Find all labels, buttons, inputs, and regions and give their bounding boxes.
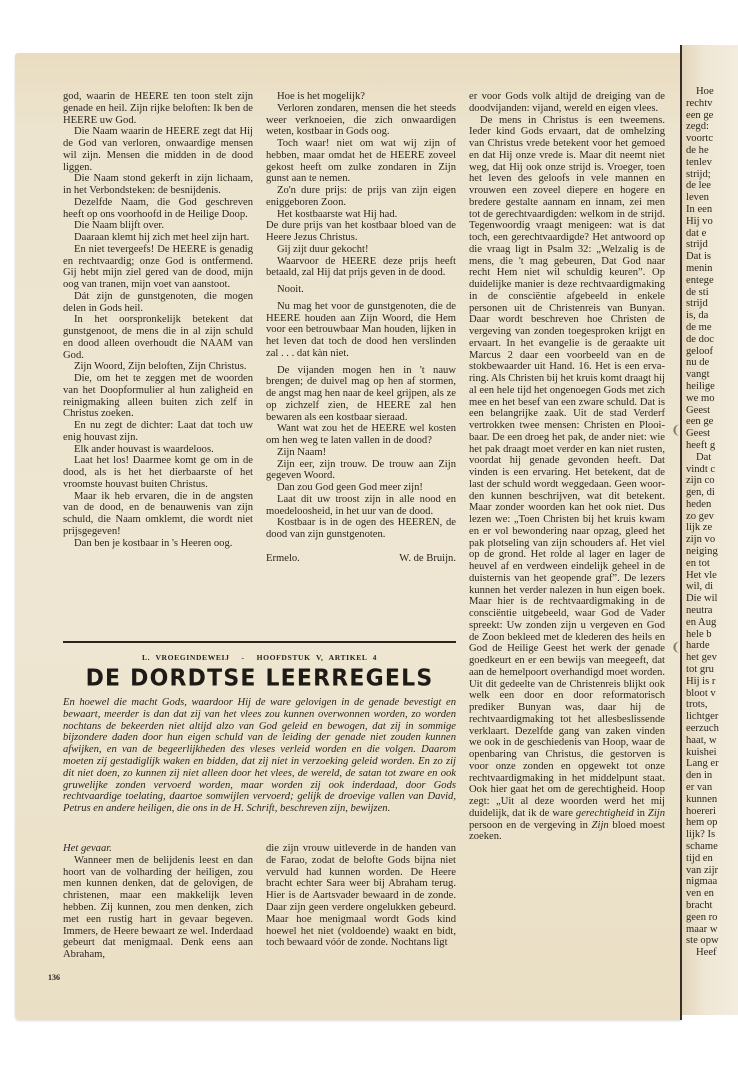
- text-fragment: lijk? Is: [686, 829, 716, 841]
- text-fragment: Heef: [696, 947, 717, 959]
- text: De mens in Christus is een tweemens. Ieder kind Gods ervaart, dat de omhelzing van Christus vrede betekent voor het gemoed en dat Hij onze vrede is. Maar dit neemt niet weg, dat Hij ook onze strijd is. Vroeger, toen het leven des geloofs in vele mannen en vrouwen een zoveel diepere en hogere en bredere gestalte aannam en innam, zei men tot de gerechtvaardigden: welkom in de strijd. Tegenwoordig vraagt menigeen: wat is dat toch, een gerechtvaardigde? Het antwoord op die vraag ligt in Psalm 32: „Welzalig is de mens, die 't mag gebeuren, Dat God naar recht Hem niet wil schuldig keuren”. Op duidelijke manier is deze rechtvaardigmaking in de consciëntie afgebeeld in enkele personen uit de Christenreis van Bunyan. Daar wordt beschreven hoe Christen de vergeving van zonden toegesproken krijgt en ervaart. In het evangelie is de geraakte uit Marcus 2 daar een voorbeeld van en de stokbewaarder uit Hand. 16. Het is een ervaring. Als Christen bij het kruis komt draagt hij al een hele tijd het ongenoegen Gods met zich mee en het besef van een zware schuld. Dat is een belangrijke zaak. Uit de stad Verderf vertrokken twee mensen: Christen en Plooibaar. De een droeg het pak, de ander niet: wie het pak draagt moet verder en kan niet rusten, voordat hij genade gevonden heeft. Dat vinden is een ervaring. Het betekent, dat de last der schuld wordt weggedaan. Geen woorden kunnen beschrijven, wat dit betekent. Maar zonder woorden kan het ook niet. Dus lezen we: „Toen Christen bij het kruis kwam en er vol bewondering naar opzag, gleed het pak plotseling van zijn schouders af. Het viel op de grond. Het rolde al lager en lager de heuvel af en verdween eindelijk geheel in de duisternis van het geopende graf”. De lezers kunnen het verder nalezen in hun eigen boek. Maar hier is de rechtvaardigmaking in de consciëntie uitgebeeld, waar God de Vader spreekt: Uw zonden zijn u vergeven en God de Zoon bekleed met de klederen des heils en God de Heilige Geest het werk der genade goedkeurt en er een bewijs van meegeeft, dat aan de hemelpoort overhandigd moet worden. Uit dit gedeelte van de Christenreis blijkt ook welk een door en door reformatorisch prediker Bunyan was, daar hij de rechtvaardigmaking tot het allesbeslissende verklaart. Dezelfde gang van zaken vinden we ook in de geschiedenis van Hoop, waar de openbaring van Christus, die gestorven is voor onze zonden en opgewekt tot onze rechtvaardigmaking in het middelpunt staat. Ook hier gaat het om de gerechtigheid. Hoop zegt: „Uit al deze woorden werd het mij duidelijk, dat ik de ware: [469, 114, 665, 819]
- text-fragment: hem op: [686, 817, 718, 829]
- text-fragment: Het vle: [686, 569, 717, 581]
- text-fragment: we mo: [686, 392, 715, 404]
- text-fragment: de me: [686, 321, 712, 333]
- byline-separator: -: [241, 653, 245, 662]
- section-divider: [63, 641, 456, 643]
- paragraph: Nu mag het voor de gunstgenoten, die de HEERE houden aan Zijn Woord, die Hem voor een betrouwbaar Man houden, lijken in het leven dat toch de dood hen verslinden zal . . . dat kàn niet.: [266, 300, 456, 359]
- text-fragment: Geest: [686, 428, 711, 440]
- paragraph: De vijanden mogen hen in 't nauw brengen; de duivel mag op hen af stormen, de angst mag hen naar de keel grijpen, als ze op zichzelf zien, de HEERE zal hen bewaren als een kostbaar sieraad.: [266, 364, 456, 423]
- paragraph: Die Naam stond gekerft in zijn lichaam, in het Verbondsteken: de besnijdenis.: [63, 173, 253, 196]
- page-number: 136: [48, 973, 60, 982]
- paragraph: Die Naam waarin de HEERE zegt dat Hij de God van verloren, onwaardige mensen wil zijn. Mensen die midden in de dood liggen.: [63, 126, 253, 173]
- binding-mark-icon: ❨: [671, 640, 682, 654]
- text-fragment: zijn co: [686, 475, 715, 487]
- paragraph: Zo'n dure prijs: de prijs van zijn eigen eniggeboren Zoon.: [266, 185, 456, 208]
- text: bloed moest zoeken.: [469, 819, 665, 843]
- article1-column-2: [266, 91, 456, 565]
- text-fragment: van zijr: [686, 864, 719, 876]
- text-fragment: vindt c: [686, 463, 716, 475]
- text-fragment: heilige: [686, 380, 715, 392]
- paragraph: Hoe is het mogelijk?: [277, 91, 365, 102]
- text-fragment: tenlev: [686, 156, 712, 168]
- binding-mark-icon: ❨: [671, 423, 682, 437]
- paragraph: Dezelfde Naam, die God geschreven heeft op ons voorhoofd in de Heilige Doop.: [63, 196, 253, 220]
- text-fragment: geen ro: [686, 911, 718, 923]
- paragraph: Wanneer men de belijdenis leest en dan hoort van de volharding der heiligen, zou men kunnen denken, dat de gelovigen, de christenen, maar een makkelijk leven hebben. Zij kunnen, zou men denken, zich met een rustig hart in gevaar begeven. Immers, de Heere bewaart ze wel. Inderdaad gebeurt dat menigmaal. Denk eens aan Abraham,: [63, 854, 253, 961]
- text-fragment: nigmaa: [686, 876, 718, 888]
- paragraph: En niet tevergeefs! De HEERE is genadig en rechtvaardig; onze God is ontfermend. Gij hebt mijn ziel gered van de dood, mijn oog van tranen, mijn voet van aanstoot.: [63, 243, 253, 290]
- text-fragment: strijd: [686, 239, 708, 251]
- article-byline: [63, 653, 456, 662]
- text-fragment: de sti: [686, 286, 709, 298]
- paragraph: Laat dit uw troost zijn in alle nood en moedeloosheid, in het uur van de dood.: [266, 493, 456, 517]
- text-fragment: bloot v: [686, 687, 716, 699]
- text-fragment: menin: [686, 262, 713, 274]
- text-fragment: geloof: [686, 345, 714, 357]
- article2-column-3: [469, 91, 665, 843]
- text-fragment: rechtv: [686, 97, 713, 109]
- byline-chapter: HOOFDSTUK V, ARTIKEL 4: [256, 653, 378, 662]
- article-intro-quote: En hoewel die macht Gods, waardoor Hij de ware gelovigen in de genade bevestigt en bewaart, meerder is dan dat zij van het vlees zou kunnen overwonnen worden, zo worden nochtans de bekeerden niet altijd alzo van God geleid en bewogen, dat zij in sommige bijzondere daden door hun eigen schuld van de leiding der genade niet zouden kunnen afwijken, en van de begeerlijkheden des vleses verleid worden en die volgen. Daarom moeten zij gestadiglijk waken en bidden, dat zij niet in verzoeking geleid worden. En zo zij dit niet doen, zo kunnen zij niet alleen door het vlees, de wereld, de satan tot zware en ook gruwelijke zonden vervoerd worden, maar worden zij ook inderdaad, door Gods rechtvaardige toelating, daartoe somwijlen vervoerd; gelijk de droevige vallen van David, Petrus en andere heiligen, die ons in de H. Schrift, beschreven zijn, bewijzen.: [63, 697, 456, 815]
- text-fragment: zijn vo: [686, 534, 716, 546]
- text-fragment: vangt: [686, 369, 710, 381]
- paragraph: Dan zou God geen God meer zijn!: [277, 482, 423, 493]
- article1-column-2-body: [266, 91, 456, 541]
- text-fragment: ste opw: [686, 935, 719, 947]
- signature: [266, 553, 456, 565]
- paragraph: Elk ander houvast is waardeloos.: [74, 443, 214, 455]
- text-fragment: het gev: [686, 652, 717, 664]
- text-fragment: eerzuch: [686, 723, 719, 735]
- text-fragment: voortc: [686, 133, 714, 145]
- text-fragment: hele b: [686, 628, 712, 640]
- text-fragment: Hoe: [696, 86, 714, 97]
- subheading: Het gevaar.: [63, 843, 112, 854]
- text-fragment: zo gev: [686, 510, 714, 522]
- text-fragment: de he: [686, 144, 709, 156]
- text-fragment: heden: [686, 498, 712, 510]
- article2-column-2: [266, 843, 456, 949]
- paragraph: Zijn eer, zijn trouw. De trouw aan Zijn gegeven Woord.: [266, 458, 456, 482]
- paragraph: In het oorspronkelijk betekent dat gunstgenoot, de mens die in al zijn schuld en dood alleen overhoudt die NAAM van God.: [63, 314, 253, 361]
- paragraph: Die, om het te zeggen met de woorden van het Doopformulier al hun zaligheid en reinigmaking alleen buiten zich zelf in Christus zoeken.: [63, 373, 253, 420]
- text-fragment: haat, w: [686, 734, 717, 746]
- text-fragment: nu de: [686, 357, 710, 369]
- text-fragment: entege: [686, 274, 714, 286]
- paragraph: Waarvoor de HEERE deze prijs heeft betaald, zal Hij dat prijs geven in de dood.: [266, 255, 456, 279]
- text: in: [633, 807, 648, 819]
- text-fragment: tot gru: [686, 664, 714, 676]
- paragraph: Dan ben je kostbaar in 's Heeren oog.: [74, 537, 233, 549]
- text-fragment: Dat is: [686, 251, 712, 263]
- text-fragment: de doc: [686, 333, 714, 345]
- article1-column-1: [63, 91, 253, 549]
- article2-column-1: [63, 843, 253, 961]
- text-fragment: leven: [686, 192, 709, 204]
- text-fragment: ven en: [686, 888, 714, 900]
- text-fragment: Geest: [686, 404, 711, 416]
- paragraph: Want wat zou het de HEERE wel kosten om hen weg te laten vallen in de dood?: [266, 423, 456, 446]
- text-fragment: er van: [686, 782, 713, 794]
- paragraph: Gij zijt duur gekocht!: [277, 243, 369, 255]
- text-fragment: maar w: [686, 923, 718, 935]
- text-fragment: kuishei: [686, 746, 717, 758]
- paragraph: er voor Gods volk altijd de dreiging van de doodvijanden: vijand, wereld en eigen vlees.: [469, 91, 665, 114]
- text-fragment: tijd en: [686, 852, 713, 864]
- text-fragment: schame: [686, 841, 718, 852]
- paragraph: Die Naam blijft over.: [74, 220, 165, 232]
- text-fragment: strijd: [686, 298, 708, 310]
- text-fragment: gen, di: [686, 487, 715, 499]
- text-fragment: bracht: [686, 899, 713, 911]
- text-fragment: Lang er: [686, 758, 719, 770]
- text-fragment: harde: [686, 640, 710, 652]
- paragraph: Toch waar! niet om wat wij zijn of hebben, maar omdat het de HEERE zoveel gekost heeft om zulke zondaren in Zijn gunst aan te nemen.: [266, 138, 456, 185]
- text-fragment: een ge: [686, 109, 714, 121]
- text-fragment: lijk ze: [686, 522, 713, 534]
- next-page-text-fragments: [686, 86, 738, 959]
- paragraph: De dure prijs van het kostbaar bloed van de Heere Jezus Christus.: [266, 220, 456, 243]
- paragraph: Laat het los! Daarmee komt ge om in de dood, als is het het dierbaarste of het vroomste houvast buiten Christus.: [63, 455, 253, 490]
- paragraph: die zijn vrouw uitleverde in de handen van de Farao, zodat de belofte Gods bijna niet vervuld had kunnen worden. De Heere bracht echter Sara weer bij Abraham terug. Hier is de Aartsvader bewaard in de zonde. Daar zijn geen verdere ongelukken gebeurd. Maar hoe menigmaal wordt Gods kind hoewel het niet (voldoende) waakt en bidt, toch bewaard vóór de zonde. Nochtans ligt: [266, 843, 456, 949]
- text-fragment: Hij vo: [686, 215, 713, 227]
- signature-author: W. de Bruijn.: [399, 552, 456, 564]
- text-fragment: den in: [686, 770, 713, 782]
- text-fragment: trots,: [686, 699, 708, 711]
- article-title: DE DORDTSE LEERREGELS: [85, 665, 434, 692]
- emphasis: Zijn: [647, 807, 665, 819]
- text: persoon en de vergeving in: [469, 819, 592, 831]
- text-fragment: strijd;: [686, 168, 711, 180]
- text-fragment: dat e: [686, 227, 707, 239]
- paragraph: En nu zegt de dichter: Laat dat toch uw enig houvast zijn.: [63, 420, 253, 443]
- signature-place: Ermelo.: [266, 552, 300, 564]
- text-fragment: heeft g: [686, 439, 716, 451]
- paragraph: [469, 115, 665, 844]
- text-fragment: een ge: [686, 416, 714, 428]
- text-fragment: is, da: [686, 310, 709, 322]
- paragraph: Kostbaar is in de ogen des HEEREN, de dood van zijn gunstgenoten.: [266, 517, 456, 540]
- text-fragment: neutra: [686, 605, 713, 617]
- text-fragment: lichtger: [686, 711, 719, 723]
- text-fragment: wil, di: [686, 581, 714, 593]
- text-fragment: hoereri: [686, 805, 716, 817]
- text-fragment: de lee: [686, 180, 711, 192]
- text-fragment: In een: [686, 203, 713, 215]
- emphasis: Zijn: [591, 819, 609, 831]
- text-fragment: neiging: [686, 546, 718, 558]
- text-fragment: en tot: [686, 557, 710, 569]
- paragraph: Het kostbaarste wat Hij had.: [277, 208, 398, 220]
- paragraph: Maar ik heb ervaren, die in de angsten van de dood, en de benauwenis van zijn schuld, die Naam omklemt, die wordt niet prijsgegeven!: [63, 490, 253, 537]
- text-fragment: Die wil: [686, 593, 718, 605]
- text-fragment: Hij is r: [686, 675, 716, 687]
- paragraph: Dát zijn de gunstgenoten, die mogen delen in Gods heil.: [63, 290, 253, 314]
- text-fragment: en Aug: [686, 616, 717, 628]
- text-fragment: Dat: [696, 451, 712, 463]
- paragraph: god, waarin de HEERE ten toon stelt zijn genade en heil. Zijn rijke beloften: Ik ben de HEERE uw God.: [63, 91, 253, 126]
- paragraph: Daaraan klemt hij zich met heel zijn hart.: [74, 232, 250, 243]
- paragraph: Zijn Naam!: [277, 446, 327, 458]
- paragraph: Verloren zondaren, mensen die het steeds weer verknoeien, die zich onwaardigen weten, kostbaar in Gods oog.: [266, 102, 456, 138]
- emphasis: gerechtigheid: [575, 807, 634, 819]
- text-fragment: zegd:: [686, 121, 709, 133]
- byline-author: L. VROEGINDEWEIJ: [141, 653, 230, 662]
- paragraph: Zijn Woord, Zijn beloften, Zijn Christus.: [74, 361, 247, 373]
- text-fragment: kunnen: [686, 793, 718, 805]
- paragraph: Nooit.: [277, 284, 304, 295]
